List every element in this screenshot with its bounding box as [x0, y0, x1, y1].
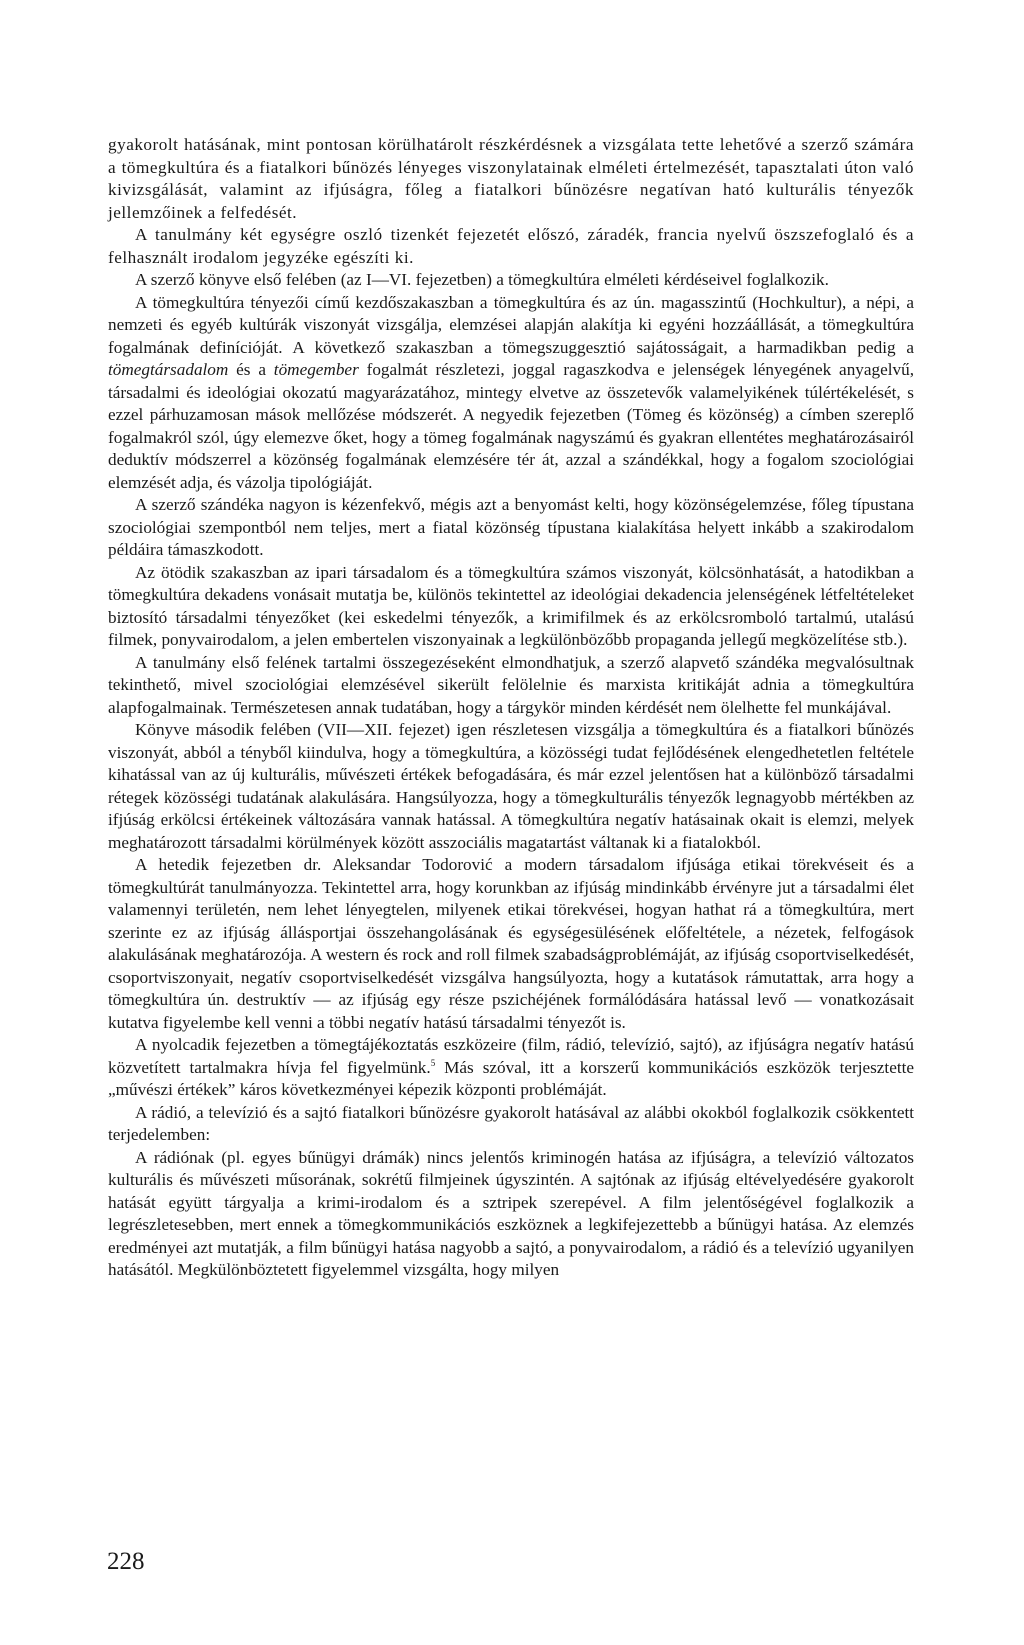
- paragraph: gyakorolt hatásának, mint pontosan körülhatárolt részkérdésnek a vizsgálata tette lehetővé a szerző számára a tömegkultúra és a fiatalkori bűnözés lényeges viszonylatainak elméleti értelmezését, tapasztalati úton való kivizsgálását, valamint az ifjúságra, főleg a fiatalkori bűnözésre negatívan ható kulturális tényezők jellemzőinek a felfedését.: [108, 135, 914, 222]
- paragraph-text: A nyolcadik fejezetben a tömegtájékoztatás eszközeire (film, rádió, televízió, sajtó), az ifjúságra negatív hatású közvetített tartalmakra hívja fel figyelmünk.: [108, 1035, 914, 1077]
- paragraph: Az ötödik szakaszban az ipari társadalom és a tömegkultúra számos viszonyát, kölcsönhatását, a hatodikban a tömegkultúra dekadens vonásait mutatja be, különös tekintettel az ideológiai dekadencia jelenségének létfeltételeket biztosító társadalmi tényezőket (kei eskedelmi tényezők, a krimifilmek és az erkölcsromboló tartalmú, utalású filmek, ponyvairodalom, a jelen embertelen viszonyainak a legkülönbözőbb propaganda jellegű megközelítése stb.).: [108, 562, 914, 649]
- paragraph: A szerző könyve első felében (az I—VI. fejezetben) a tömegkultúra elméleti kérdéseivel foglalkozik.: [135, 270, 829, 289]
- paragraph: [108, 292, 914, 495]
- paragraph: A tanulmány két egységre oszló tizenkét fejezetét előszó, záradék, francia nyelvű öszszefoglaló és a felhasznált irodalom jegyzéke egészíti ki.: [108, 225, 914, 267]
- italic-term: tömegember: [273, 360, 359, 379]
- paragraph-text: fogalmát részletezi, joggal ragaszkodva e jelenségek lényegének anyagelvű, társadalmi és ideológiai okozatú magyarázatához, mintegy elvetve az összetevők valamelyikének túlértékelését, s ezzel párhuzamosan mások mellőzése módszerét. A negyedik fejezetben (Tömeg és közönség) a címben szereplő fogalmakról szól, úgy elemezve őket, hogy a tömeg fogalmának nagyszámú és gyakran ellentétes meghatározásairól deduktív módszerrel a közönség fogalmának elemzésére tér át, azzal a szándékkal, hogy a fogalom szociológiai elemzését adja, és vázolja tipológiáját.: [108, 360, 914, 492]
- paragraph-text: és a: [228, 360, 274, 379]
- footnote-ref: 5: [430, 1057, 436, 1068]
- paragraph-text: Más szóval, itt a korszerű kommunikációs eszközök terjesztette „művészi értékek” káros következményei képezik központi problémáját.: [108, 1057, 914, 1099]
- paragraph: Könyve második felében (VII—XII. fejezet) igen részletesen vizsgálja a tömegkultúra és a fiatalkori bűnözés viszonyát, abból a tényből kiindulva, hogy a tömegkultúra, a közösségi tudat fejlődésének elengedhetetlen feltétele kihatással van az új kulturális, művészeti értékek befogadására, és már ezzel jelentősen hat a különböző társadalmi rétegek közösségi tudatának alakulására. Hangsúlyozza, hogy a tömegkulturális tényezők legnagyobb mértékben az ifjúság erkölcsi értékeinek változására vannak hatással. A tömegkultúra negatív hatásainak okait is elemzi, melyek meghatározott társadalmi körülmények között asszociális magatartást váltanak ki a fiatalokból.: [108, 720, 914, 852]
- paragraph: A szerző szándéka nagyon is kézenfekvő, mégis azt a benyomást kelti, hogy közönségelemzése, főleg típustana szociológiai szempontból nem teljes, mert a fiatal közönség típustana kialakítása helyett inkább a szakirodalom példáira támaszkodott.: [108, 495, 914, 559]
- page-number: 228: [107, 1548, 145, 1575]
- body-text: [108, 134, 914, 1282]
- paragraph: [108, 1034, 914, 1102]
- paragraph: A tanulmány első felének tartalmi összegezéseként elmondhatjuk, a szerző alapvető szándéka megvalósultnak tekinthető, mivel szociológiai elemzésével sikerült felölelnie és marxista kritikáját adnia a tömegkultúra alapfogalmainak. Természetesen annak tudatában, hogy a tárgykör minden kérdését nem ölelhette fel munkájával.: [108, 652, 914, 717]
- paragraph: A rádió, a televízió és a sajtó fiatalkori bűnözésre gyakorolt hatásával az alábbi okokból foglalkozik csökkentett terjedelemben:: [108, 1102, 914, 1144]
- paragraph: A hetedik fejezetben dr. Aleksandar Todorović a modern társadalom ifjúsága etikai törekvéseit és a tömegkultúrát tanulmányozza. Tekintettel arra, hogy korunkban az ifjúság mindinkább érvényre jut a társadalmi élet valamennyi területén, nem lehet lényegtelen, milyenek etikai törekvései, hogyan hathat rá a tömegkultúra, mert szerinte ez az ifjúság állásportjai összehangolásának és egységesülésének előfeltétele, a nézetek, felfogások alakulásának meghatározója. A western és rock and roll filmek szabadságproblémáját, az ifjúság csoportviselkedését, csoportviszonyait, negatív csoportviselkedését vizsgálva hangsúlyozta, hogy a kutatások rámutattak, arra hogy a tömegkultúra ún. destruktív — az ifjúság egy része pszichéjének formálódására hatással levő — vonatkozásait kutatva figyelembe kell venni a többi negatív hatású társadalmi tényezőt is.: [108, 855, 914, 1032]
- italic-term: tömegtársadalom: [108, 360, 229, 379]
- paragraph: A rádiónak (pl. egyes bűnügyi drámák) nincs jelentős kriminogén hatása az ifjúságra, a televízió változatos kulturális és művészeti műsorának, sokrétű filmjeinek úgyszintén. A sajtónak az ifjúság eltévelyedésére gyakorolt hatását együtt tárgyalja a krimi-irodalom és a sztripek szerepével. A film jelentőségével foglalkozik a legrészletesebben, mert ennek a tömegkommunikációs eszköznek a legkifejezettebb a bűnügyi hatása. Az elemzés eredményei azt mutatják, a film bűnügyi hatása nagyobb a sajtó, a ponyvairodalom, a rádió és a televízió ugyanilyen hatásától. Megkülönböztetett figyelemmel vizsgálta, hogy milyen: [108, 1147, 914, 1279]
- paragraph-text: A tömegkultúra tényezői című kezdőszakaszban a tömegkultúra és az ún. magasszintű (Hochkultur), a népi, a nemzeti és egyéb kultúrák viszonyát vizsgálja, elemzései alapján alakítja ki egyéni hozzáállását, a tömegkultúra fogalmának definícióját. A következő szakaszban a tömegszuggesztió sajátosságait, a harmadikban pedig a: [108, 292, 914, 357]
